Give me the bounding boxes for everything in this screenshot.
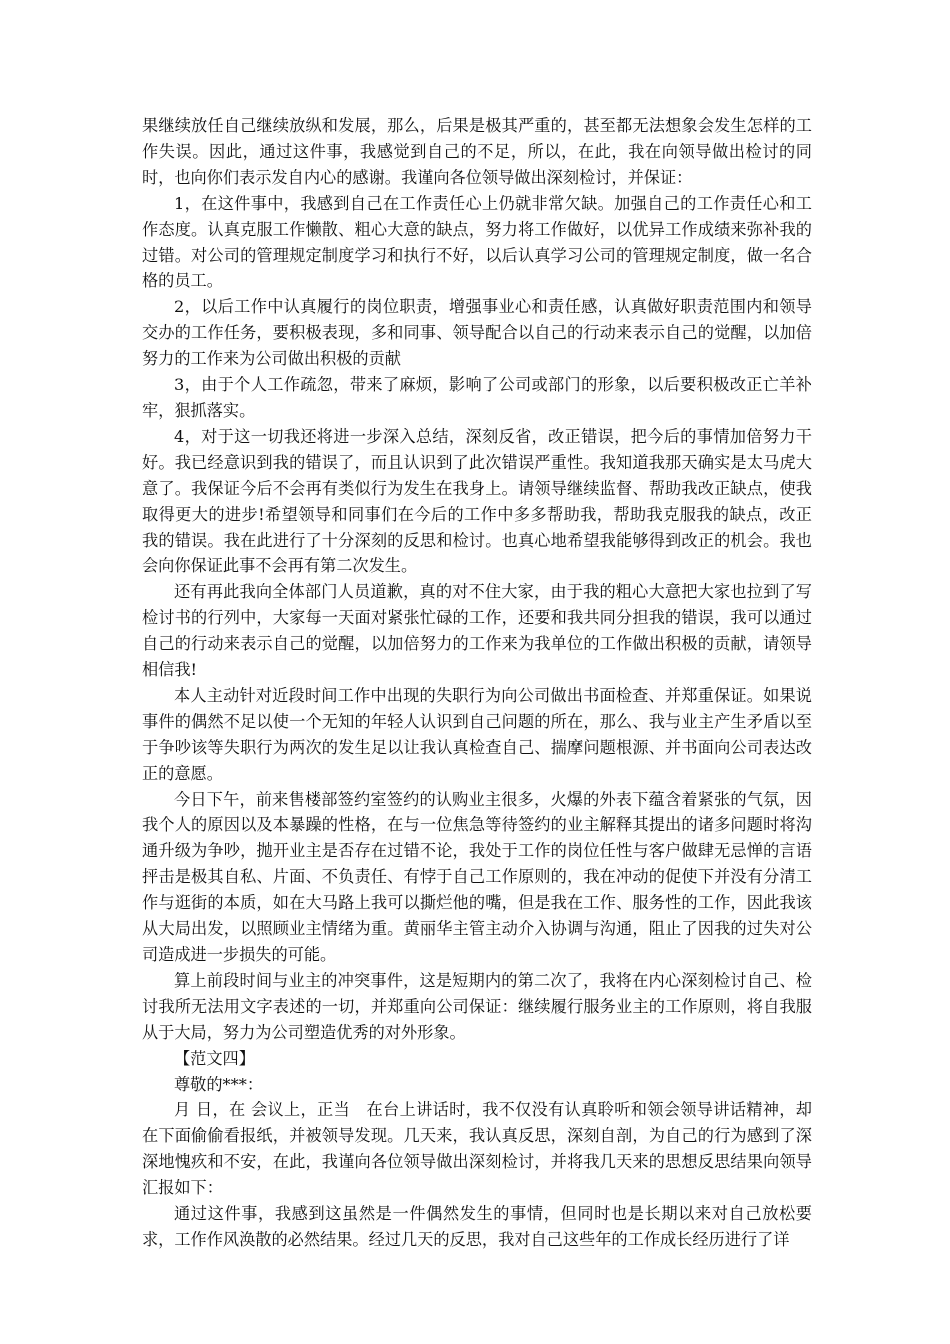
paragraph-9: 算上前段时间与业主的冲突事件，这是短期内的第二次了，我将在内心深刻检讨自己、检讨我所无法用文字表述的一切，并郑重向公司保证：继续履行服务业主的工作原则，将自我服从于大局，努力为公司塑造优秀的对外形象。 xyxy=(142,970,812,1042)
paragraph-6: 还有再此我向全体部门人员道歉，真的对不住大家，由于我的粗心大意把大家也拉到了写检讨书的行列中，大家每一天面对紧张忙碌的工作，还要和我共同分担我的错误，我可以通过自己的行动来表示自己的觉醒，以加倍努力的工作来为我单位的工作做出积极的贡献，请领导相信我! xyxy=(142,582,812,680)
paragraph-11: 通过这件事，我感到这虽然是一件偶然发生的事情，但同时也是长期以来对自己放松要求，工作作风涣散的必然结果。经过几天的反思，我对自己这些年的工作成长经历进行了详 xyxy=(142,1204,812,1249)
paragraph-8: 今日下午，前来售楼部签约室签约的认购业主很多，火爆的外表下蕴含着紧张的气氛，因我个人的原因以及本暴躁的性格，在与一位焦急等待签约的业主解释其提出的诸多问题时将沟通升级为争吵，抛开业主是否存在过错不论，我处于工作的岗位任性与客户做肆无忌惮的言语抨击是极其自私、片面、不负责任、有悖于自己工作原则的，我在冲动的促使下并没有分清工作与逛街的本质，如在大马路上我可以撕烂他的嘴，但是我在工作、服务性的工作，因此我该从大局出发，以照顾业主情绪为重。黄丽华主管主动介入协调与沟通，阻止了因我的过失对公司造成进一步损失的可能。 xyxy=(142,789,812,964)
paragraph-2: 1，在这件事中，我感到自己在工作责任心上仍就非常欠缺。加强自己的工作责任心和工作态度。认真克服工作懒散、粗心大意的缺点，努力将工作做好，以优异工作成绩来弥补我的过错。对公司的管理规定制度学习和执行不好，以后认真学习公司的管理规定制度，做一名合格的员工。 xyxy=(142,193,812,291)
paragraph-1: 果继续放任自己继续放纵和发展，那么，后果是极其严重的，甚至都无法想象会发生怎样的工作失误。因此，通过这件事，我感觉到自己的不足，所以，在此，我在向领导做出检讨的同时，也向你们表示发自内心的感谢。我谨向各位领导做出深刻检讨，并保证： xyxy=(142,116,812,187)
paragraph-10: 月 日，在 会议上，正当 在台上讲话时，我不仅没有认真聆听和领会领导讲话精神，却在下面偷偷看报纸，并被领导发现。几天来，我认真反思，深刻自剖，为自己的行为感到了深深地愧疚和不安，在此，我谨向各位领导做出深刻检讨，并将我几天来的思想反思结果向领导汇报如下： xyxy=(142,1100,812,1198)
paragraph-4: 3，由于个人工作疏忽，带来了麻烦，影响了公司或部门的形象，以后要积极改正亡羊补牢，狠抓落实。 xyxy=(142,375,812,420)
paragraph-3: 2，以后工作中认真履行的岗位职责，增强事业心和责任感，认真做好职责范围内和领导交办的工作任务，要积极表现，多和同事、领导配合以自己的行动来表示自己的觉醒，以加倍努力的工作来为公司做出积极的贡献 xyxy=(142,297,812,369)
paragraph-7: 本人主动针对近段时间工作中出现的失职行为向公司做出书面检查、并郑重保证。如果说事件的偶然不足以使一个无知的年轻人认识到自己问题的所在，那么、我与业主产生矛盾以至于争吵该等失职行为两次的发生足以让我认真检查自己、揣摩问题根源、并书面向公司表达改正的意愿。 xyxy=(142,685,812,783)
section-heading: 【范文四】 xyxy=(174,1048,255,1068)
document-body xyxy=(142,113,812,1253)
salutation: 尊敬的***： xyxy=(174,1074,264,1094)
paragraph-5: 4，对于这一切我还将进一步深入总结，深刻反省，改正错误，把今后的事情加倍努力干好。我已经意识到我的错误了，而且认识到了此次错误严重性。我知道我那天确实是太马虎大意了。我保证今后不会再有类似行为发生在我身上。请领导继续监督、帮助我改正缺点，使我取得更大的进步!希望领导和同事们在今后的工作中多多帮助我，帮助我克服我的缺点，改正我的错误。我在此进行了十分深刻的反思和检讨。也真心地希望我能够得到改正的机会。我也会向你保证此事不会再有第二次发生。 xyxy=(142,426,812,576)
